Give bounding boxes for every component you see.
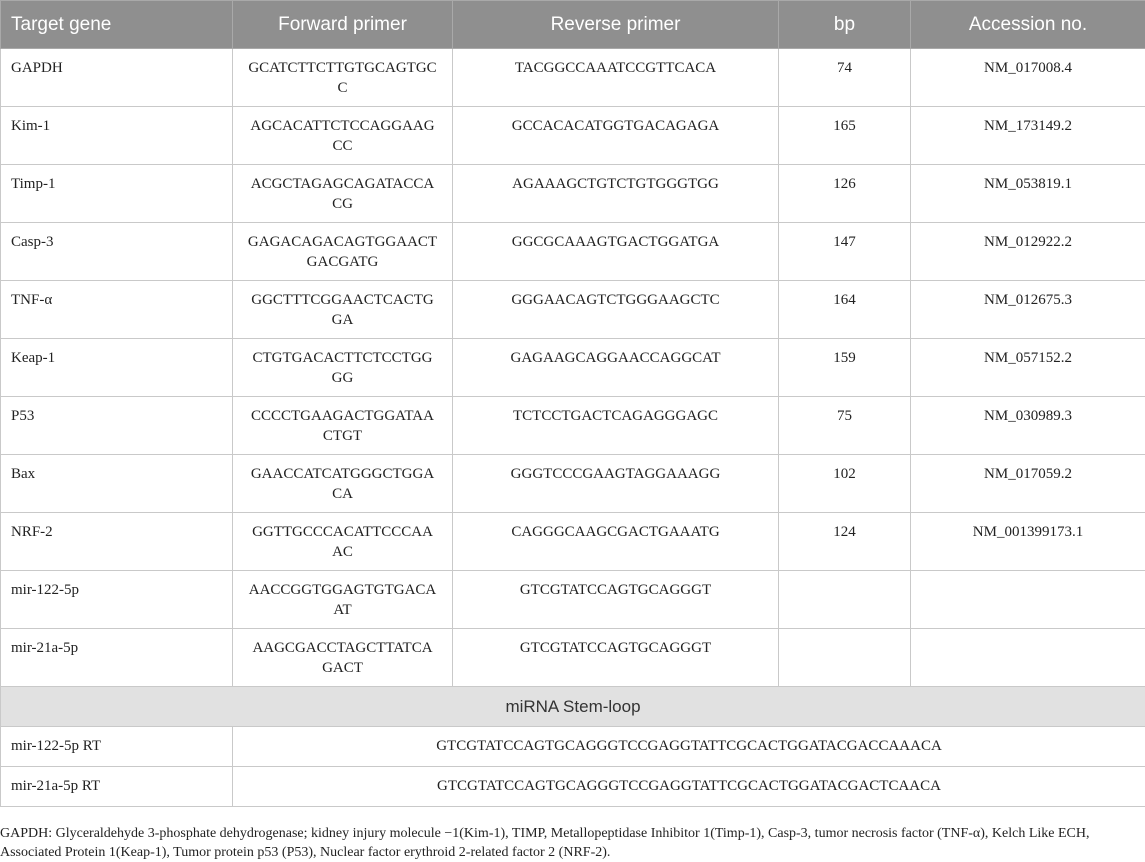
table-row	[1, 571, 1145, 629]
forward-primer	[233, 397, 453, 455]
gene-name: Kim-1	[1, 107, 233, 165]
stemloop-row	[1, 767, 1145, 807]
forward-primer	[233, 629, 453, 687]
table-row	[1, 397, 1145, 455]
rt-primer-sequence: GTCGTATCCAGTGCAGGGTCCGAGGTATTCGCACTGGATACGACCAAACA	[233, 727, 1145, 767]
forward-primer-sequence: AACCGGTGGAGTGTGACAAT	[248, 582, 437, 618]
accession-number: NM_053819.1	[911, 165, 1145, 223]
amplicon-bp: 165	[779, 107, 911, 165]
table-row	[1, 339, 1145, 397]
gene-name: TNF-α	[1, 281, 233, 339]
gene-name: mir-122-5p	[1, 571, 233, 629]
header-accession: Accession no.	[911, 1, 1145, 49]
accession-number: NM_001399173.1	[911, 513, 1145, 571]
header-target-gene: Target gene	[1, 1, 233, 49]
reverse-primer: GGGAACAGTCTGGGAAGCTC	[453, 281, 779, 339]
table-row	[1, 49, 1145, 107]
accession-number: NM_017008.4	[911, 49, 1145, 107]
forward-primer-sequence: GAACCATCATGGGCTGGACA	[250, 466, 435, 502]
accession-number: NM_017059.2	[911, 455, 1145, 513]
forward-primer-sequence: GAGACAGACAGTGGAACTGACGATG	[247, 234, 438, 270]
accession-number: NM_012922.2	[911, 223, 1145, 281]
rt-primer-name: mir-21a-5p RT	[1, 767, 233, 807]
amplicon-bp: 102	[779, 455, 911, 513]
reverse-primer: GTCGTATCCAGTGCAGGGT	[453, 571, 779, 629]
amplicon-bp: 124	[779, 513, 911, 571]
gene-name: Casp-3	[1, 223, 233, 281]
header-reverse-primer: Reverse primer	[453, 1, 779, 49]
rt-primer-name: mir-122-5p RT	[1, 727, 233, 767]
forward-primer-sequence: GCATCTTCTTGTGCAGTGCC	[248, 60, 437, 96]
reverse-primer: TACGGCCAAATCCGTTCACA	[453, 49, 779, 107]
rt-primer-sequence: GTCGTATCCAGTGCAGGGTCCGAGGTATTCGCACTGGATACGACTCAACA	[233, 767, 1145, 807]
section-row	[1, 687, 1145, 727]
forward-primer-sequence: CTGTGACACTTCTCCTGGGG	[252, 350, 433, 386]
accession-number	[911, 571, 1145, 629]
reverse-primer: TCTCCTGACTCAGAGGGAGC	[453, 397, 779, 455]
amplicon-bp	[779, 571, 911, 629]
gene-name: GAPDH	[1, 49, 233, 107]
amplicon-bp	[779, 629, 911, 687]
amplicon-bp: 159	[779, 339, 911, 397]
reverse-primer: GAGAAGCAGGAACCAGGCAT	[453, 339, 779, 397]
forward-primer	[233, 455, 453, 513]
reverse-primer: GTCGTATCCAGTGCAGGGT	[453, 629, 779, 687]
amplicon-bp: 164	[779, 281, 911, 339]
table-row	[1, 629, 1145, 687]
table-row	[1, 223, 1145, 281]
reverse-primer: GGCGCAAAGTGACTGGATGA	[453, 223, 779, 281]
amplicon-bp: 75	[779, 397, 911, 455]
table-row	[1, 107, 1145, 165]
amplicon-bp: 147	[779, 223, 911, 281]
reverse-primer: GCCACACATGGTGACAGAGA	[453, 107, 779, 165]
forward-primer-sequence: CCCCTGAAGACTGGATAACTGT	[251, 408, 434, 444]
gene-name: Bax	[1, 455, 233, 513]
gene-name: NRF-2	[1, 513, 233, 571]
table-row	[1, 165, 1145, 223]
amplicon-bp: 126	[779, 165, 911, 223]
forward-primer	[233, 49, 453, 107]
reverse-primer: AGAAAGCTGTCTGTGGGTGG	[453, 165, 779, 223]
gene-name: Timp-1	[1, 165, 233, 223]
forward-primer	[233, 223, 453, 281]
stemloop-row	[1, 727, 1145, 767]
forward-primer-sequence: ACGCTAGAGCAGATACCACG	[250, 176, 435, 212]
forward-primer	[233, 107, 453, 165]
forward-primer-sequence: AAGCGACCTAGCTTATCAGACT	[252, 640, 433, 676]
forward-primer-sequence: AGCACATTCTCCAGGAAGCC	[250, 118, 435, 154]
table-footnote: GAPDH: Glyceraldehyde 3-phosphate dehydrogenase; kidney injury molecule −1(Kim-1), TIMP, Metallopeptidase Inhibitor 1(Timp-1), Casp-3, tumor necrosis factor (TNF-α), Kelch Like ECH, Associated Protein 1(Keap-1), Tumor protein p53 (P53), Nuclear factor erythroid 2-related factor 2 (NRF-2).	[0, 826, 1090, 860]
accession-number: NM_030989.3	[911, 397, 1145, 455]
forward-primer	[233, 513, 453, 571]
table-row	[1, 455, 1145, 513]
table-header	[1, 1, 1145, 49]
header-bp: bp	[779, 1, 911, 49]
header-forward-primer: Forward primer	[233, 1, 453, 49]
table-row	[1, 513, 1145, 571]
section-title: miRNA Stem-loop	[1, 687, 1145, 727]
accession-number	[911, 629, 1145, 687]
forward-primer-sequence: GGCTTTCGGAACTCACTGGA	[251, 292, 434, 328]
stemloop-rows	[1, 687, 1145, 807]
gene-name: P53	[1, 397, 233, 455]
forward-primer	[233, 165, 453, 223]
forward-primer	[233, 339, 453, 397]
forward-primer	[233, 571, 453, 629]
gene-name: mir-21a-5p	[1, 629, 233, 687]
forward-primer	[233, 281, 453, 339]
accession-number: NM_057152.2	[911, 339, 1145, 397]
forward-primer-sequence: GGTTGCCCACATTCCCAAAC	[252, 524, 433, 560]
amplicon-bp: 74	[779, 49, 911, 107]
gene-name: Keap-1	[1, 339, 233, 397]
gene-rows	[1, 49, 1145, 687]
accession-number: NM_173149.2	[911, 107, 1145, 165]
reverse-primer: GGGTCCCGAAGTAGGAAAGG	[453, 455, 779, 513]
table-row	[1, 281, 1145, 339]
reverse-primer: CAGGGCAAGCGACTGAAATG	[453, 513, 779, 571]
accession-number: NM_012675.3	[911, 281, 1145, 339]
